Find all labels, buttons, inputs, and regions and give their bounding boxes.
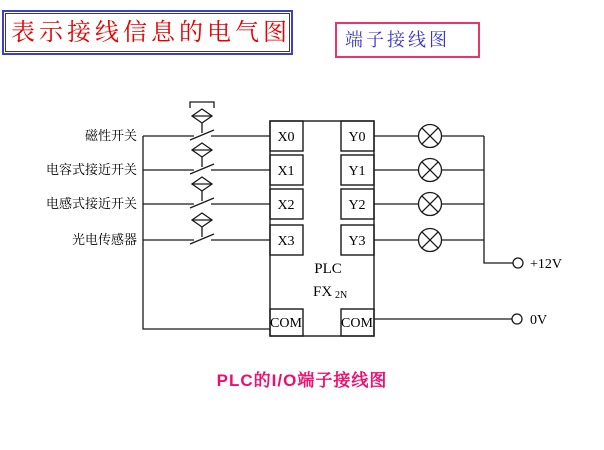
sensor-label-x3: 光电传感器	[71, 232, 137, 247]
plc-model-subscript: 2N	[335, 290, 348, 301]
input-row-x1	[46, 143, 270, 177]
terminal-label-y2: Y2	[348, 198, 366, 213]
power-label-0v: 0V	[530, 313, 548, 328]
output-common-bus-wire	[484, 136, 513, 263]
input-row-x3	[72, 213, 270, 247]
terminal-label-y0: Y0	[348, 130, 366, 145]
lamp-icon	[419, 159, 442, 182]
sensor-label-x2: 电感式接近开关	[45, 196, 137, 211]
terminal-label-x0: X0	[277, 130, 295, 145]
terminal-label-y3: Y3	[348, 234, 366, 249]
input-row-x2	[46, 177, 270, 211]
power-terminal-0v-icon	[512, 314, 522, 324]
terminal-label-x3: X3	[277, 234, 295, 249]
output-row-y3	[374, 229, 484, 252]
output-row-y0	[374, 125, 484, 148]
output-row-y2	[374, 193, 484, 216]
magnet-bracket-icon	[190, 102, 214, 108]
sensor-label-x0: 磁性开关	[84, 128, 137, 143]
page-title: 表示接线信息的电气图	[11, 19, 291, 46]
power-label-12v: +12V	[530, 257, 563, 272]
plc-label: PLC	[314, 261, 342, 277]
plc-body	[270, 121, 374, 336]
plc-model: FX	[313, 284, 333, 300]
terminal-label-com-left: COM	[270, 316, 302, 331]
lamp-icon	[419, 193, 442, 216]
terminal-label-x2: X2	[277, 198, 295, 213]
lamp-icon	[419, 229, 442, 252]
terminal-label-y1: Y1	[348, 164, 366, 179]
input-row-x0	[85, 102, 270, 143]
sensor-label-x1: 电容式接近开关	[45, 162, 137, 177]
positive-supply	[484, 136, 562, 272]
magnetic-switch-icon	[190, 102, 214, 140]
output-row-y1	[374, 159, 484, 182]
power-terminal-12v-icon	[513, 258, 523, 268]
negative-supply	[374, 313, 547, 328]
input-common-bus-wire	[143, 136, 270, 329]
terminal-label-com-right: COM	[341, 316, 373, 331]
plc-outline	[270, 121, 374, 336]
terminal-label-x1: X1	[277, 164, 295, 179]
lamp-icon	[419, 125, 442, 148]
subtitle: 端子接线图	[345, 30, 450, 50]
caption: PLC的I/O端子接线图	[216, 371, 388, 390]
